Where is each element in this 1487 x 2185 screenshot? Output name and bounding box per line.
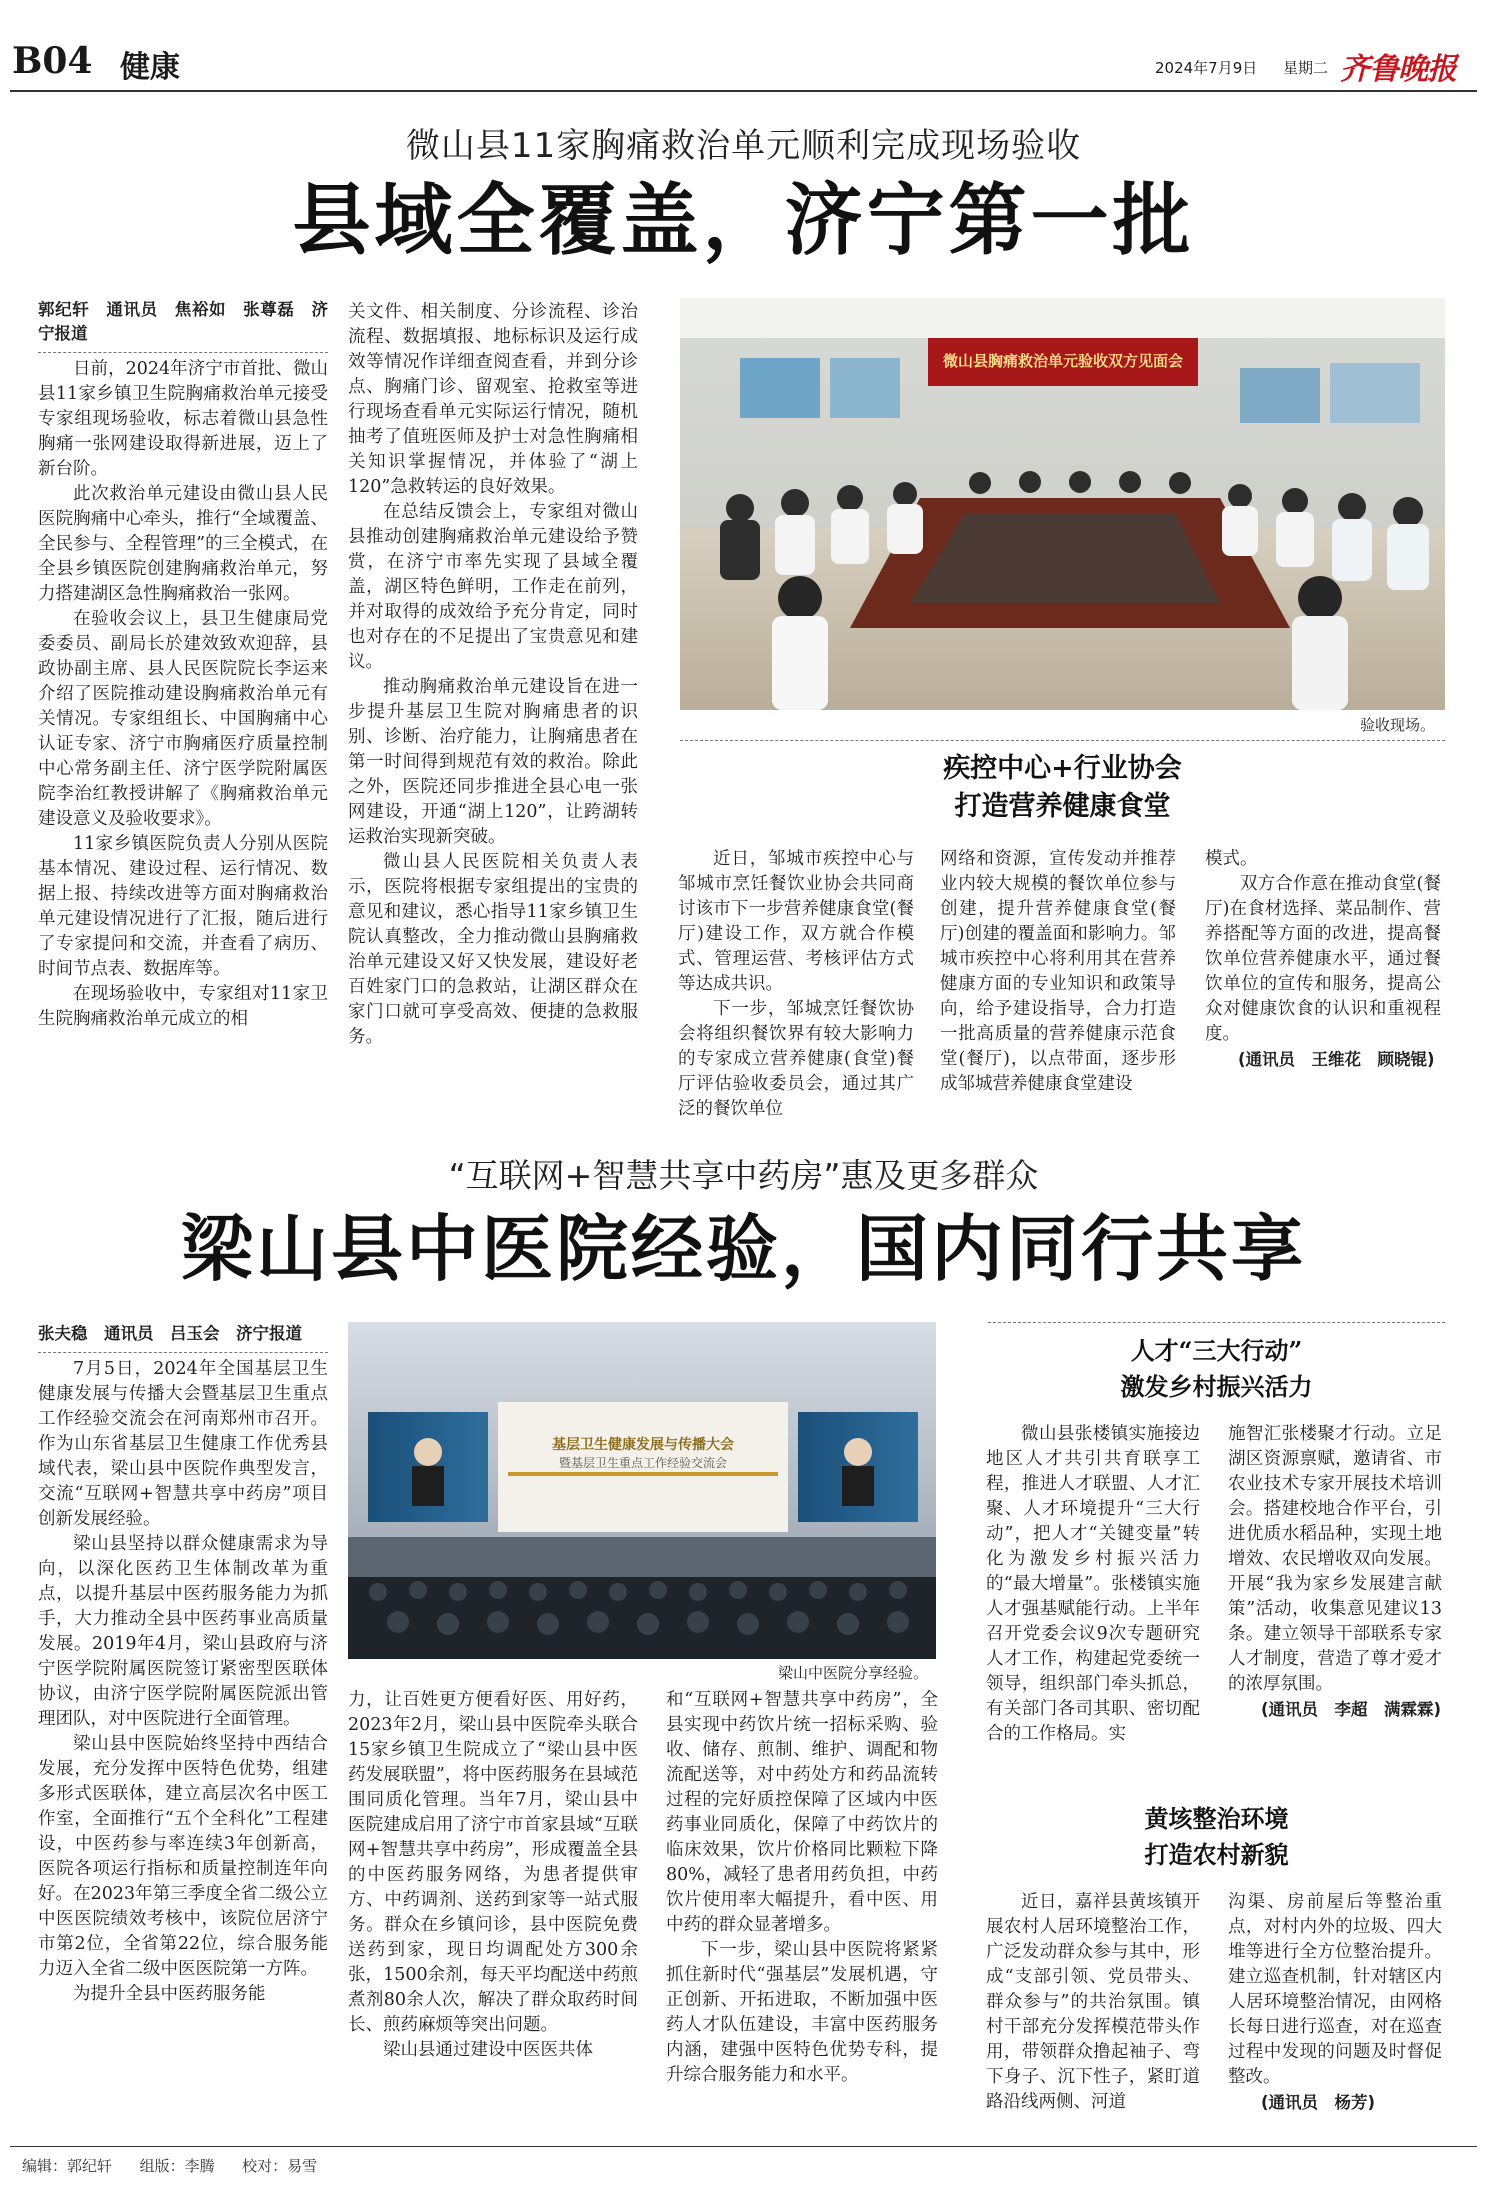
- paragraph: 模式。: [1205, 849, 1258, 869]
- page-header: [0, 0, 1487, 100]
- story1-photo-caption: 验收现场。: [1360, 716, 1436, 734]
- footer-proof: 校对：易雪: [242, 2157, 318, 2175]
- paragraph: 梁山县中医院始终坚持中西结合发展，充分发挥中医特色优势，组建多形式医联体，建立高层次名中医工作室，全面推行“五个全科化”工程建设，中医药参与率连续3年创新高，医院各项运行指标和质量控制连年向好。在2023年第三季度全省二级公立中医医院绩效考核中，该院位居济宁市第2位，全省第22位，综合服务能力迈入全省二级中医医院第一方阵。: [38, 1734, 328, 1979]
- conference-banner-title: 基层卫生健康发展与传播大会: [552, 1437, 734, 1453]
- story4-title-line2: 激发乡村振兴活力: [1120, 1372, 1313, 1401]
- story3-column-3: [666, 1688, 938, 2143]
- paragraph: 近日，嘉祥县黄垓镇开展农村人居环境整治工作，广泛发动群众参与其中，形成“支部引领、党员带头、群众参与”的共治氛围。镇村干部充分发挥模范带头作用，带领群众撸起袖子、弯下身子、沉下性子，紧盯道路沿线两侧、河道: [986, 1892, 1200, 2112]
- paragraph: 施智汇张楼聚才行动。立足湖区资源禀赋，邀请省、市农业技术专家开展技术培训会。搭建校地合作平台，引进优质水稻品种，实现土地增效、农民增收双向发展。开展“我为家乡发展建言献策”活动，收集意见建议13条。建立领导干部联系专家人才制度，营造了尊才爱才的浓厚氛围。: [1228, 1424, 1442, 1694]
- paragraph: 网络和资源，宣传发动并推荐业内较大规模的餐饮单位参与创建，提升营养健康食堂(餐厅)创建的覆盖面和影响力。邹城市疾控中心将利用其在营养健康方面的专业知识和政策导向，给予建设指导，合力打造一批高质量的营养健康示范食堂(餐厅)，以点带面，逐步形成邹城营养健康食堂建设: [940, 849, 1176, 1094]
- byline-divider: [38, 1352, 328, 1353]
- paragraph: 力，让百姓更方便看好医、用好药，2023年2月，梁山县中医院牵头联合15家乡镇卫生院成立了“梁山县中医药发展联盟”，将中医药服务在县域范围同质化管理。当年7月，梁山县中医院建成启用了济宁市首家县域“互联网+智慧共享中药房”，形成覆盖全县的中医药服务网络，为患者提供审方、中药调剂、送药到家等一站式服务。群众在乡镇问诊，县中医院免费送药到家，现日均调配处方300余张，1500余剂，每天平均配送中药煎煮剂80余人次，解决了群众取药时间长、煎药麻烦等突出问题。: [348, 1690, 638, 2035]
- story3-kicker: “互联网+智慧共享中药房”惠及更多群众: [448, 1156, 1039, 1195]
- story1-byline: 郭纪轩 通讯员 焦裕如 张尊磊 济宁报道: [38, 300, 328, 343]
- story2-title-line2: 打造营养健康食堂: [954, 791, 1171, 822]
- footer-rule: [10, 2146, 1477, 2147]
- page-footer: [22, 2155, 317, 2176]
- paragraph: 11家乡镇医院负责人分别从医院基本情况、建设过程、运行情况、数据上报、持续改进等方面对胸痛救治单元建设情况进行了汇报，随后进行了专家提问和交流，并查看了病历、时间节点表、数据库等。: [38, 834, 328, 979]
- conference-banner-subtitle: 暨基层卫生重点工作经验交流会: [558, 1456, 727, 1470]
- paragraph: 梁山县通过建设中医医共体: [383, 2040, 593, 2060]
- section-name: 健康: [120, 50, 180, 85]
- story4-title-line1: 人才“三大行动”: [1130, 1336, 1303, 1365]
- story5-title-line1: 黄垓整治环境: [1144, 1804, 1289, 1833]
- paragraph: 在现场验收中，专家组对11家卫生院胸痛救治单元成立的相: [38, 984, 328, 1029]
- story2-column-1: [678, 847, 914, 1187]
- paragraph: 双方合作意在推动食堂(餐厅)在食材选择、菜品制作、营养搭配等方面的改进，提高餐饮单位营养健康水平，通过餐饮单位的宣传和服务，提高公众对健康饮食的认识和重视程度。: [1205, 874, 1441, 1044]
- paragraph: 在验收会议上，县卫生健康局党委委员、副局长於建效致欢迎辞，县政协副主席、县人民医院院长李运来介绍了医院推动建设胸痛救治单元有关情况。专家组组长、中国胸痛中心认证专家、济宁市胸痛医疗质量控制中心常务副主任、济宁医学院附属医院李治红教授讲解了《胸痛救治单元建设意义及验收要求》。: [38, 609, 328, 829]
- story5-column-2: [1228, 1890, 1442, 2140]
- story5-signature: (通讯员 杨芳): [1261, 2093, 1376, 2112]
- story4-column-1: [986, 1422, 1200, 1792]
- story4-signature: (通讯员 李超 满霖霖): [1261, 1700, 1442, 1719]
- masthead-logo: 齐鲁晚报: [1340, 52, 1456, 87]
- footer-layout: 组版：李腾: [139, 2157, 215, 2175]
- story3-column-1: [38, 1322, 328, 2142]
- story2-column-2: [940, 847, 1176, 1187]
- paragraph: 下一步，梁山县中医院将紧紧抓住新时代“强基层”发展机遇，守正创新、开拓进取，不断加强中医药人才队伍建设，丰富中医药服务内涵，建强中医特色优势专科，提升综合服务能力和水平。: [666, 1940, 938, 2085]
- paragraph: 近日，邹城市疾控中心与邹城市烹饪餐饮业协会共同商讨该市下一步营养健康食堂(餐厅)建设工作，双方就合作模式、管理运营、考核评估方式等达成共识。: [678, 849, 914, 994]
- paragraph: 梁山县坚持以群众健康需求为导向，以深化医药卫生体制改革为重点，以提升基层中医药服务能力为抓手，大力推动全县中医药事业高质量发展。2019年4月，梁山县政府与济宁医学院附属医院签订紧密型医联体协议，由济宁医学院附属医院派出管理团队，对中医院进行全面管理。: [38, 1534, 328, 1729]
- paragraph: 下一步，邹城烹饪餐饮协会将组织餐饮界有较大影响力的专家成立营养健康(食堂)餐厅评估验收委员会，通过其广泛的餐饮单位: [678, 999, 914, 1119]
- paragraph: 此次救治单元建设由微山县人民医院胸痛中心牵头，推行“全域覆盖、全民参与、全程管理”的三全模式，在全县乡镇医院创建胸痛救治单元，努力搭建湖区急性胸痛救治一张网。: [38, 484, 328, 604]
- story1-photo: [680, 298, 1445, 710]
- story3-photo: [348, 1322, 936, 1659]
- paragraph: 微山县张楼镇实施接边地区人才共引共育联享工程，推进人才联盟、人才汇聚、人才环境提升“三大行动”，把人才“关键变量”转化为激发乡村振兴活力的“最大增量”。张楼镇实施人才强基赋能行动。上半年召开党委会议9次专题研究人才工作，构建起党委统一领导，组织部门牵头抓总，有关部门各司其职、密切配合的工作格局。实: [986, 1424, 1200, 1744]
- story1-column-2: [348, 300, 638, 1186]
- paragraph: 7月5日，2024年全国基层卫生健康发展与传播大会暨基层卫生重点工作经验交流会在河南郑州市召开。作为山东省基层卫生健康工作优秀县域代表，梁山县中医院作典型发言，交流“互联网+智慧共享中药房”项目创新发展经验。: [38, 1359, 328, 1529]
- story5-title-line2: 打造农村新貌: [1144, 1840, 1289, 1869]
- paragraph: 在总结反馈会上，专家组对微山县推动创建胸痛救治单元建设给予赞赏，在济宁市率先实现了县域全覆盖，湖区特色鲜明，工作走在前列，并对取得的成效给予充分肯定，同时也对存在的不足提出了宝贵意见和建议。: [348, 502, 638, 672]
- paragraph: 日前，2024年济宁市首批、微山县11家乡镇卫生院胸痛救治单元接受专家组现场验收，标志着微山县急性胸痛一张网建设取得新进展，迈上了新台阶。: [38, 359, 328, 479]
- story4-column-2: [1228, 1422, 1442, 1792]
- paragraph: 和“互联网+智慧共享中药房”，全县实现中药饮片统一招标采购、验收、储存、煎制、维护、调配和物流配送等，对中药处方和药品流转过程的完好质控保障了区域内中医药事业同质化，保障了中药饮片的临床效果，饮片价格同比颗粒下降80%，减轻了患者用药负担，中药饮片使用率大幅提升，看中医、用中药的群众显著增多。: [666, 1690, 938, 1935]
- paragraph: 推动胸痛救治单元建设旨在进一步提升基层卫生院对胸痛患者的识别、诊断、治疗能力，让胸痛患者在第一时间得到规范有效的救治。除此之外，医院还同步推进全县心电一张网建设，开通“湖上120”，让跨湖转运救治实现新突破。: [348, 677, 638, 847]
- issue-date: 2024年7月9日: [1155, 59, 1258, 77]
- story2-column-3: [1205, 847, 1441, 1187]
- story2-signature: (通讯员 王维花 顾晓锟): [1238, 1050, 1435, 1069]
- meeting-banner-text: 微山县胸痛救治单元验收双方见面会: [942, 352, 1183, 370]
- story3-headline: 梁山县中医院经验，国内同行共享: [180, 1206, 1306, 1291]
- story4-top-divider: [988, 1322, 1445, 1323]
- story1-column-1: [38, 298, 328, 1186]
- story3-photo-caption: 梁山中医院分享经验。: [778, 1664, 929, 1682]
- issue-weekday: 星期二: [1283, 59, 1329, 77]
- story3-column-2: [348, 1688, 638, 2143]
- story2-title-line1: 疾控中心+行业协会: [943, 753, 1182, 784]
- story2-top-divider: [680, 740, 1445, 741]
- story5-column-1: [986, 1890, 1200, 2140]
- paragraph: 关文件、相关制度、分诊流程、诊治流程、数据填报、地标标识及运行成效等情况作详细查阅查看，并到分诊点、胸痛门诊、留观室、抢救室等进行现场查看单元实际运行情况，随机抽考了值班医师及护士对急性胸痛相关知识掌握情况，并体验了“湖上120”急救转运的良好效果。: [348, 302, 638, 497]
- paragraph: 微山县人民医院相关负责人表示，医院将根据专家组提出的宝贵的意见和建议，悉心指导11家乡镇卫生院认真整改，全力推动微山县胸痛救治单元建设又好又快发展，建设好老百姓家门口的急救站，让湖区群众在家门口就可享受高效、便捷的急救服务。: [348, 852, 638, 1047]
- story1-headline: 县域全覆盖，济宁第一批: [292, 175, 1195, 266]
- header-rule: [10, 90, 1477, 92]
- story3-byline: 张夫稳 通讯员 吕玉会 济宁报道: [38, 1324, 302, 1343]
- conference-stage-illustration: [348, 1322, 936, 1659]
- byline-divider: [38, 352, 328, 353]
- story1-kicker: 微山县11家胸痛救治单元顺利完成现场验收: [405, 126, 1082, 166]
- page-number: B04: [12, 40, 93, 82]
- footer-editor: 编辑：郭纪轩: [22, 2157, 113, 2175]
- paragraph: 为提升全县中医药服务能: [73, 1984, 266, 2004]
- paragraph: 沟渠、房前屋后等整治重点，对村内外的垃圾、四大堆等进行全方位整治提升。建立巡查机制，针对辖区内人居环境整治情况，由网格长每日进行巡查，对在巡查过程中发现的问题及时督促整改。: [1228, 1892, 1442, 2087]
